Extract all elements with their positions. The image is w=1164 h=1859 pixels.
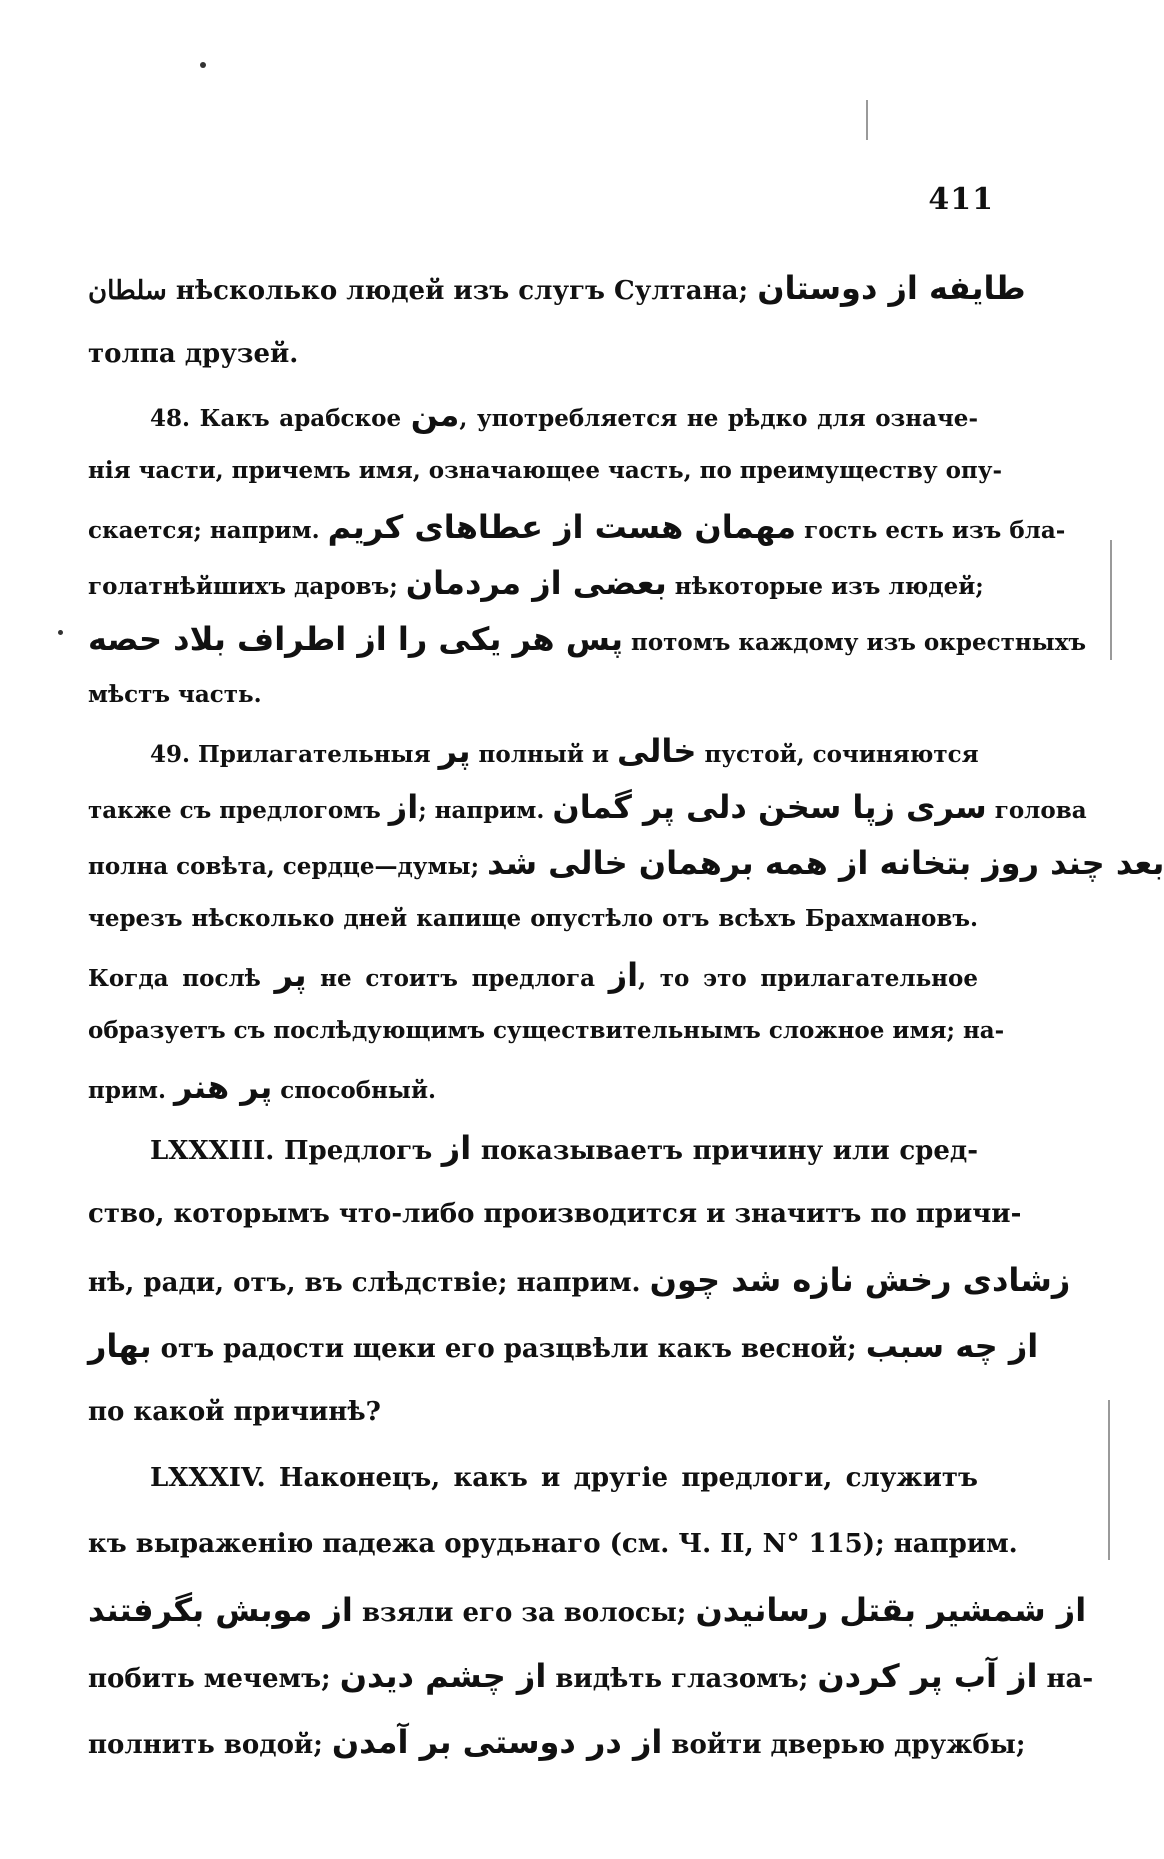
- russian-text: нѣкоторые изъ людей;: [666, 573, 984, 600]
- scan-streak: [866, 100, 868, 140]
- russian-text: полный и: [470, 741, 617, 768]
- russian-text: скается; наприм.: [88, 517, 328, 544]
- russian-text: взяли его за волосы;: [352, 1598, 696, 1628]
- persian-text: پر: [274, 956, 307, 994]
- russian-text: полнить водой;: [88, 1730, 332, 1760]
- russian-text: гость есть изъ бла-: [796, 517, 1066, 544]
- text-line: [88, 1313, 1039, 1379]
- russian-text: нія части, причемъ имя, означающее часть, по преимуществу опу-: [88, 457, 1003, 484]
- russian-text: , то это прилагательное: [638, 965, 978, 992]
- persian-text: بعد چند روز بتخانه از همه برهمان خالی شد: [487, 844, 1164, 882]
- russian-text: 48. Какъ арабское: [150, 405, 411, 432]
- persian-text: از در دوستی بر آمدن: [331, 1723, 663, 1761]
- persian-text: از چشم دیدن: [339, 1657, 547, 1695]
- text-line: [88, 1511, 1018, 1577]
- text-line: [88, 1379, 978, 1445]
- persian-text: طایفه از دوستان: [757, 269, 1026, 307]
- russian-text: не стоитъ предлога: [306, 965, 609, 992]
- persian-text: پر هنر: [173, 1068, 273, 1106]
- text-line: [88, 1709, 1026, 1775]
- russian-text: голова: [986, 797, 1087, 824]
- persian-text: از موبش بگرفتند: [88, 1591, 353, 1629]
- text-line: [88, 1003, 1005, 1059]
- text-line: [88, 499, 1066, 555]
- text-line: [88, 555, 984, 611]
- russian-text: образуетъ съ послѣдующимъ существительнымъ сложное имя; на-: [88, 1017, 1005, 1044]
- persian-text: پر: [438, 732, 471, 770]
- persian-text: زشادی رخش نازه شد چون: [649, 1261, 1071, 1299]
- text-line: [88, 835, 1164, 891]
- russian-text: пустой, сочиняются: [696, 741, 979, 768]
- russian-text: ство, которымъ что-либо производится и значитъ по причи-: [88, 1199, 1022, 1229]
- russian-text: побить мечемъ;: [88, 1664, 340, 1694]
- text-line: [88, 1115, 978, 1181]
- russian-text: голатнѣйшихъ даровъ;: [88, 573, 406, 600]
- russian-text: къ выраженію падежа орудьнаго (см. Ч. II, N° 115); наприм.: [88, 1529, 1018, 1559]
- russian-text: полна совѣта, сердце—думы;: [88, 853, 488, 880]
- persian-text: خالی: [616, 732, 697, 770]
- russian-text: способный.: [272, 1077, 437, 1104]
- text-line: [88, 1577, 1087, 1643]
- text-line: [88, 443, 1003, 499]
- scan-streak: [1110, 540, 1112, 660]
- russian-text: Когда послѣ: [88, 965, 275, 992]
- russian-text: سلطان: [88, 276, 176, 306]
- persian-text: پس هر یکی را از اطراف بلاد حصه: [88, 620, 623, 658]
- persian-text: از: [441, 1129, 472, 1167]
- russian-text: толпа друзей.: [88, 339, 299, 369]
- scan-speck: [58, 630, 63, 635]
- russian-text: нѣ, ради, отъ, въ слѣдствіе; наприм.: [88, 1268, 650, 1298]
- russian-text: на-: [1037, 1664, 1094, 1694]
- persian-text: بعضی از مردمان: [405, 564, 667, 602]
- russian-text: нѣсколько людей изъ слугъ Султана;: [175, 276, 758, 306]
- scan-speck: [200, 62, 206, 68]
- russian-text: также съ предлогомъ: [88, 797, 389, 824]
- russian-text: отъ радости щеки его разцвѣли какъ весной;: [151, 1334, 866, 1364]
- russian-text: черезъ нѣсколько дней капище опустѣло отъ всѣхъ Брахмановъ.: [88, 905, 978, 932]
- russian-text: прим.: [88, 1077, 174, 1104]
- text-line: [88, 779, 1087, 835]
- russian-text: мѣстъ часть.: [88, 681, 262, 708]
- page-number: 411: [928, 182, 994, 217]
- russian-text: войти дверью дружбы;: [662, 1730, 1026, 1760]
- russian-text: , употребляется не рѣдко для означе-: [459, 405, 978, 432]
- text-line: [88, 1181, 1022, 1247]
- persian-text: از آب پر کردن: [817, 1657, 1038, 1695]
- page-text: [88, 255, 1164, 1775]
- russian-text: 49. Прилагательныя: [150, 741, 439, 768]
- russian-text: LXXXIII. Предлогъ: [150, 1136, 442, 1166]
- russian-text: ; наприм.: [418, 797, 553, 824]
- text-line: [88, 723, 978, 779]
- text-line: [88, 255, 1026, 321]
- russian-text: потомъ каждому изъ окрестныхъ: [623, 629, 1087, 656]
- russian-text: видѣть глазомъ;: [546, 1664, 818, 1694]
- text-line: [88, 321, 978, 387]
- persian-text: از چه سبب: [865, 1327, 1039, 1365]
- text-line: [88, 947, 978, 1003]
- persian-text: من: [410, 396, 460, 434]
- text-line: [88, 1445, 978, 1511]
- scan-streak: [1108, 1400, 1110, 1560]
- text-line: [88, 891, 978, 947]
- text-line: [88, 611, 1087, 667]
- text-line: [88, 1643, 1094, 1709]
- persian-text: از شمشیر بقتل رسانیدن: [695, 1591, 1087, 1629]
- russian-text: показываетъ причину или сред-: [471, 1136, 978, 1166]
- text-line: [88, 1059, 978, 1115]
- text-line: [88, 1247, 1071, 1313]
- persian-text: از: [608, 956, 639, 994]
- persian-text: از: [388, 788, 419, 826]
- text-line: [88, 667, 978, 723]
- persian-text: بهار: [88, 1327, 152, 1365]
- russian-text: по какой причинѣ?: [88, 1397, 381, 1427]
- text-line: [88, 387, 978, 443]
- persian-text: مهمان هست از عطاهای کریم: [327, 508, 797, 546]
- russian-text: LXXXIV. Наконецъ, какъ и другіе предлоги, служитъ: [150, 1463, 978, 1493]
- persian-text: سری زپا سخن دلی پر گمان: [552, 788, 987, 826]
